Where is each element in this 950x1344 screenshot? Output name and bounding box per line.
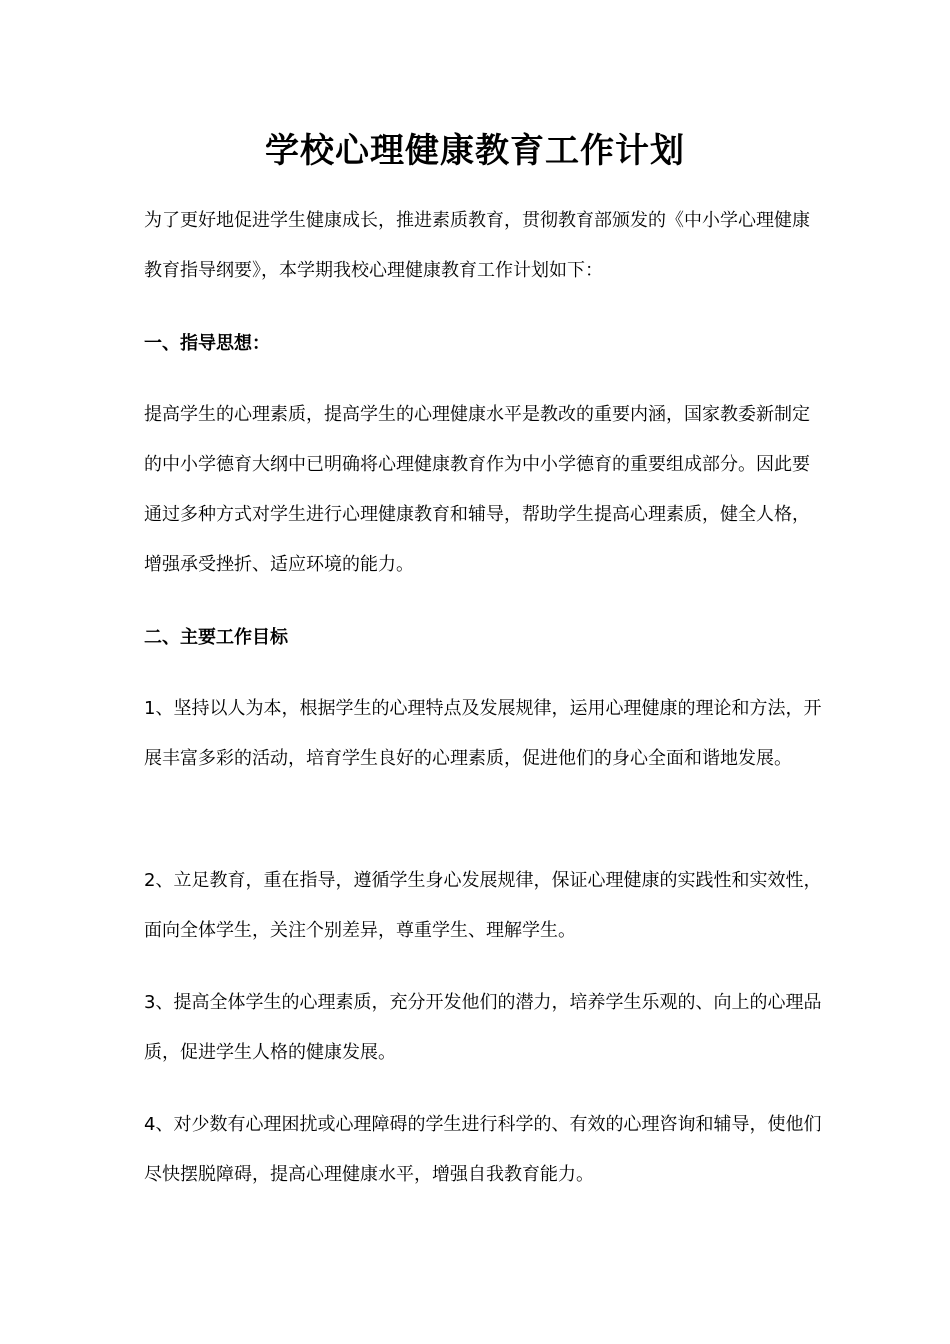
goal-item-4: 4、对少数有心理困扰或心理障碍的学生进行科学的、有效的心理咨询和辅导，使他们尽快摆脱障碍，提高心理健康水平，增强自我教育能力。 <box>144 1114 822 1185</box>
document-title: 学校心理健康教育工作计划 <box>265 131 685 171</box>
intro-paragraph: 为了更好地促进学生健康成长，推进素质教育，贯彻教育部颁发的《中小学心理健康教育指导纲要》，本学期我校心理健康教育工作计划如下： <box>144 210 810 281</box>
section1-body: 提高学生的心理素质，提高学生的心理健康水平是教改的重要内涵，国家教委新制定的中小学德育大纲中已明确将心理健康教育作为中小学德育的重要组成部分。因此要通过多种方式对学生进行心理健康教育和辅导，帮助学生提高心理素质，健全人格，增强承受挫折、适应环境的能力。 <box>144 404 810 575</box>
goal-item-1: 1、坚持以人为本，根据学生的心理特点及发展规律，运用心理健康的理论和方法，开展丰富多彩的活动，培育学生良好的心理素质，促进他们的身心全面和谐地发展。 <box>144 698 822 769</box>
section1-heading: 一、指导思想： <box>144 333 270 354</box>
goal-item-2: 2、立足教育，重在指导，遵循学生身心发展规律，保证心理健康的实践性和实效性，面向全体学生，关注个别差异，尊重学生、理解学生。 <box>144 870 822 941</box>
section2-heading: 二、主要工作目标 <box>144 627 288 648</box>
goal-item-3: 3、提高全体学生的心理素质，充分开发他们的潜力，培养学生乐观的、向上的心理品质，促进学生人格的健康发展。 <box>144 992 822 1063</box>
